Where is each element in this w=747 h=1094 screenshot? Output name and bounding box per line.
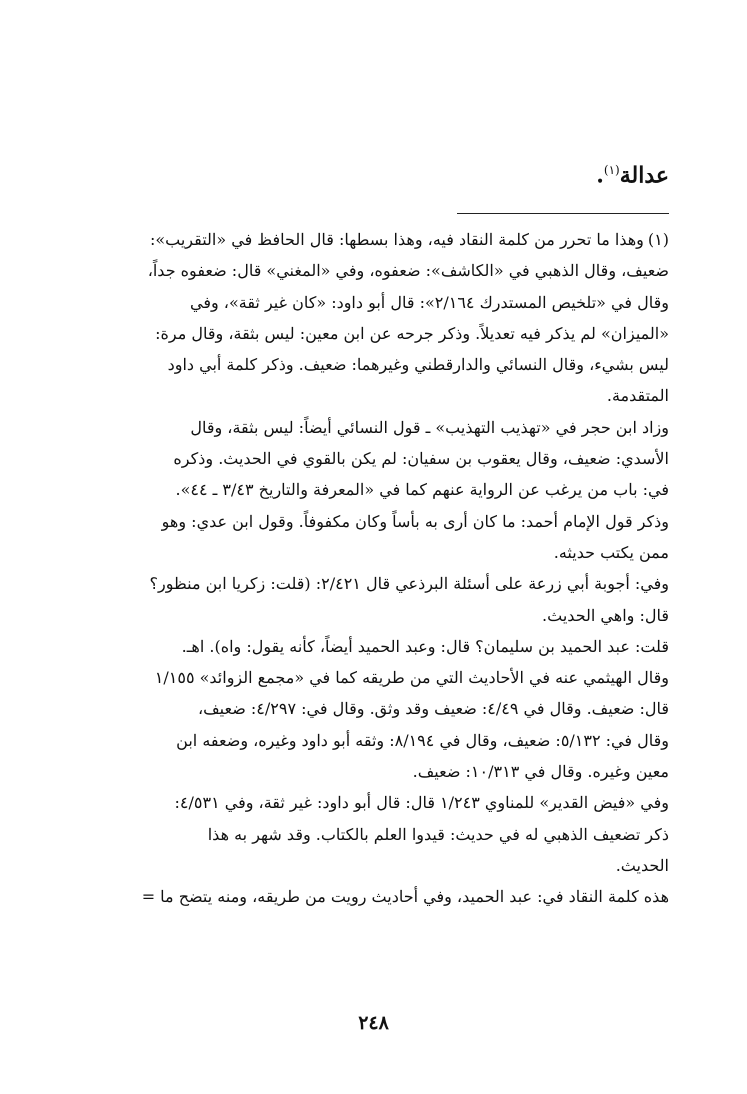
- footnote-line: هذه كلمة النقاد في: عبد الحميد، وفي أحاديث رويت من طريقه، ومنه يتضح ما =: [141, 887, 669, 907]
- footnote-line: وفي: أجوبة أبي زرعة على أسئلة البرذعي قال ٢/٤٢١: (قلت: زكريا ابن منظور؟: [149, 574, 669, 594]
- footnote-line: قال: ضعيف. وقال في ٤/٤٩: ضعيف وقد وثق. وقال في: ٤/٢٩٧: ضعيف،: [197, 699, 669, 719]
- footnote-line: وزاد ابن حجر في «تهذيب التهذيب» ـ قول النسائي أيضاً: ليس بثقة، وقال: [190, 417, 669, 437]
- footnote-marker: (١): [647, 230, 669, 249]
- footnote-line: في: باب من يرغب عن الرواية عنهم كما في «المعرفة والتاريخ ٣/٤٣ ـ ٤٤».: [175, 480, 669, 500]
- footnote-line: قال: واهي الحديث.: [542, 605, 669, 625]
- footnote-line: معين وغيره. وقال في ١٠/٣١٣: ضعيف.: [412, 762, 669, 782]
- footnote-line: وقال في: ٥/١٣٢: ضعيف، وقال في ٨/١٩٤: وثقه أبو داود وغيره، وضعفه ابن: [176, 730, 669, 750]
- footnote-line: (١)وهذا ما تحرر من كلمة النقاد فيه، وهذا بسطها: قال الحافظ في «التقريب»:: [69, 224, 669, 255]
- footnote-line: المتقدمة.: [606, 386, 669, 406]
- footnote-line: الأسدي: ضعيف، وقال يعقوب بن سفيان: لم يكن بالقوي في الحديث. وذكره: [173, 449, 669, 469]
- footnote-line: وقال في «تلخيص المستدرك ٢/١٦٤»: قال أبو داود: «كان غير ثقة»، وفي: [190, 292, 669, 312]
- footnote-separator: [457, 213, 669, 214]
- heading-end: .: [596, 162, 604, 189]
- footnote-line: وذكر قول الإمام أحمد: ما كان أرى به بأساً وكان مكفوفاً. وقول ابن عدي: وهو: [161, 511, 669, 531]
- footnote-line: قلت: عبد الحميد بن سليمان؟ قال: وعبد الحميد أيضاً، كأنه يقول: واه). اهـ.: [181, 636, 669, 656]
- footnote-line: ذكر تضعيف الذهبي له في حديث: قيدوا العلم بالكتاب. وقد شهر به هذا: [207, 824, 669, 844]
- footnote-block: [69, 224, 669, 913]
- page-number: ٢٤٨: [358, 1012, 389, 1034]
- footnote-line: الحديث.: [615, 855, 669, 875]
- footnote-line: وفي «فيض القدير» للمناوي ١/٢٤٣ قال: قال أبو داود: غير ثقة، وفي ٤/٥٣١:: [174, 793, 669, 813]
- heading-text: عدالة: [619, 162, 669, 189]
- footnote-line: وقال الهيثمي عنه في الأحاديث التي من طريقه كما في «مجمع الزوائد» ١/١٥٥: [154, 668, 669, 688]
- footnote-line: ليس بشيء، وقال النسائي والدارقطني وغيرهما: ضعيف. وذكر كلمة أبي داود: [167, 355, 669, 375]
- section-heading: [596, 150, 669, 195]
- footnote-line: ممن يكتب حديثه.: [553, 542, 669, 562]
- footnote-line: «الميزان» لم يذكر فيه تعديلاً. وذكر جرحه عن ابن معين: ليس بثقة، وقال مرة:: [155, 323, 669, 343]
- footnote-line: ضعيف، وقال الذهبي في «الكاشف»: ضعفوه، وفي «المغني» قال: ضعفوه جداً،: [147, 261, 669, 281]
- footnote-reference: (١): [603, 163, 620, 177]
